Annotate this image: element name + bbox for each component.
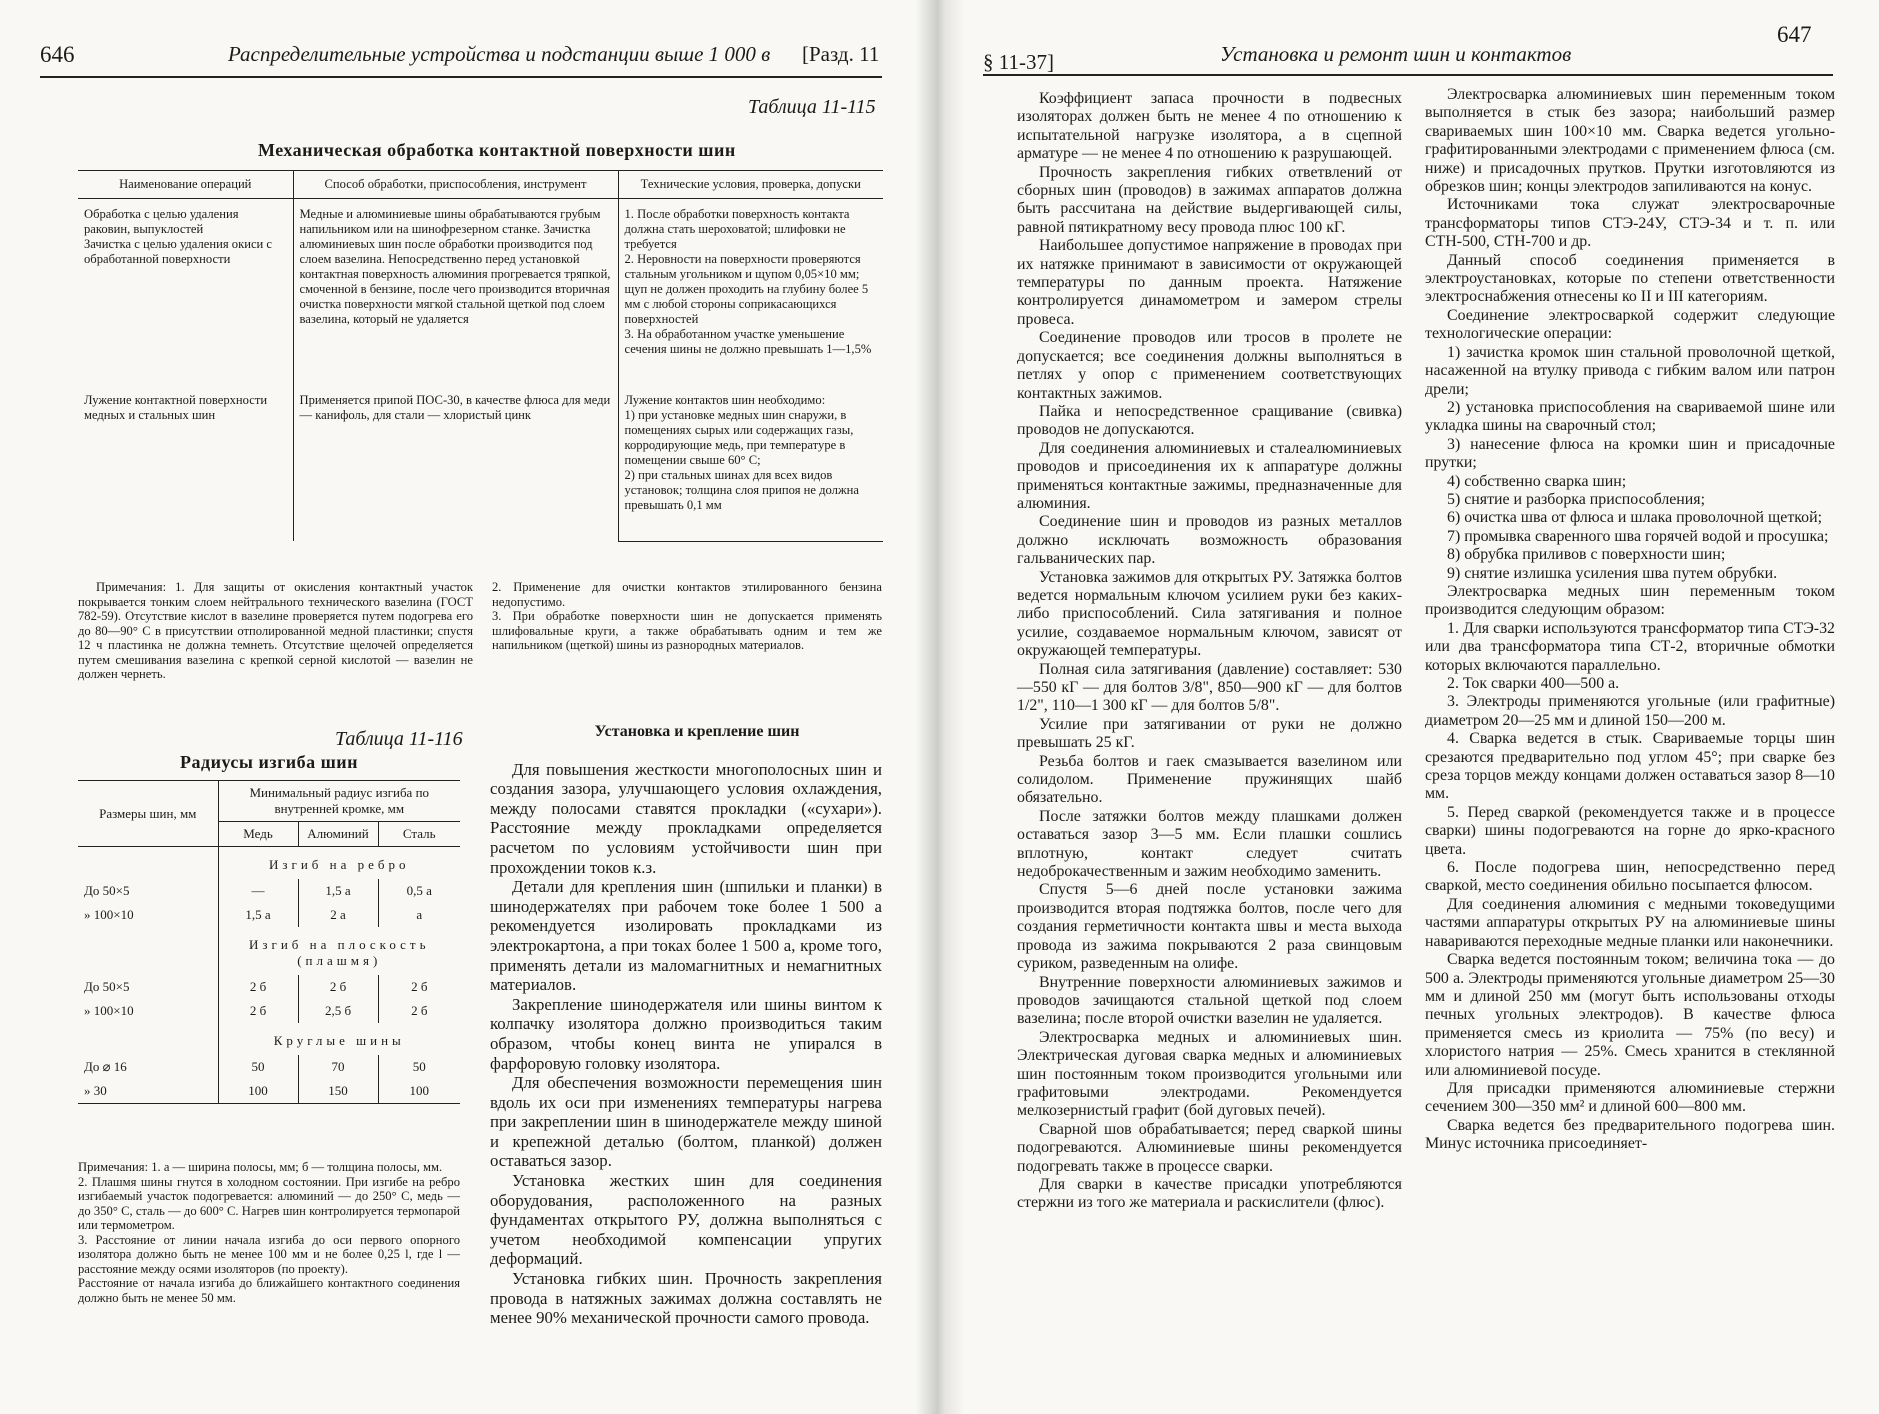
column-header: Размеры шин, мм: [78, 781, 218, 847]
cell-operation: Лужение контактной поверхности медных и стальных шин: [84, 393, 268, 422]
paragraph: 4. Сварка ведется в стык. Свариваемые торцы шин срезаются предварительно под углом 45°; при сварке без среза торцов между концами должен оставаться зазор 8—10 мм.: [1425, 730, 1835, 803]
column-header: Наименование операций: [78, 171, 293, 199]
left-page: [0, 0, 935, 1414]
cell-conditions: 1. После обработки поверхность контакта должна стать шероховатой; шлифовки не требуется 2. Неровности на поверхности проверяются стальным угольником и щупом 0,05×10 мм; щуп не должен проходить на глубину более 5 мм с любой стороны соприкасающихся поверхностей 3. На обработанном участке уменьшение сечения шины не должно превышать 1—1,5%: [618, 199, 883, 386]
paragraph: Для сварки в качестве присадки употребляются стержни из того же материала и раскислители (флюс).: [1017, 1175, 1402, 1212]
group-label: Изгиб на ребро: [268, 857, 410, 872]
table-cell: —: [218, 879, 298, 903]
table-cell: 2,5 б: [298, 999, 378, 1023]
paragraph: Данный способ соединения применяется в электроустановках, которые по степени ответственности электроснабжения отнесены ко II и III категориям.: [1425, 251, 1835, 306]
paragraph: Электросварка алюминиевых шин переменным током выполняется в стык без зазора; наибольший размер свариваемых шин 100×10 мм. Сварка ведется угольно-графитированными электродами с применением флюса (см. ниже) и присадочных прутков. Прутки изготовляются из обрезков шин; концы электродов запиливаются на конус.: [1425, 86, 1835, 196]
table-cell: » 100×10: [78, 903, 218, 927]
paragraph: 2) установка приспособления на свариваемой шине или укладка шины на сварочный стол;: [1425, 398, 1835, 435]
column-header: Медь: [218, 822, 298, 847]
paragraph: 4) собственно сварка шин;: [1447, 472, 1627, 490]
left-running-head: Распределительные устройства и подстанции выше 1 000 в: [228, 42, 771, 66]
paragraph: Соединение шин и проводов из разных металлов должно исключать возможность образования гальванических пар.: [1017, 513, 1402, 568]
header-rule: [983, 74, 1833, 76]
paragraph: 6. После подогрева шин, непосредственно перед сваркой, место соединения обильно посыпается флюсом.: [1425, 859, 1835, 895]
table-cell: 2 б: [411, 979, 428, 994]
table-row: [78, 1079, 460, 1104]
table-cell: 150: [298, 1079, 378, 1104]
table-cell: 1,5 a: [218, 903, 298, 927]
paragraph: Сварной шов обрабатывается; перед сваркой шины подогреваются. Алюминиевые шины рекомендуется подогревать также в процессе сварки.: [1017, 1120, 1402, 1175]
table-row: [78, 879, 460, 903]
left-section-ref: [Разд. 11: [802, 42, 880, 66]
left-page-number: [40, 42, 75, 68]
table-cell: 100: [218, 1079, 298, 1104]
table-cell: » 100×10: [78, 999, 218, 1023]
table-11-115-notes-col1: [78, 580, 473, 682]
paragraph: 9) снятие излишка усиления шва путем обрубки.: [1447, 564, 1778, 582]
table-cell: 646: [40, 42, 75, 67]
paragraph: Электросварка медных и алюминиевых шин. Электрическая дуговая сварка медных и алюминиевых шин постоянным током производится угольными или графитовыми электродами. Рекомендуется мелкозернистый графит (бой дуговых печей).: [1017, 1028, 1402, 1120]
table-cell: 2 б: [411, 1003, 428, 1018]
column-header: Способ обработки, приспособления, инструмент: [293, 171, 618, 199]
paragraph: 5) снятие и разборка приспособления;: [1447, 490, 1706, 508]
paragraph: Пайка и непосредственное сращивание (свивка) проводов не допускаются.: [1017, 402, 1402, 439]
table-cell: 50: [218, 1055, 298, 1079]
table-11-116-notes: Примечания: 1. a — ширина полосы, мм; б — толщина полосы, мм. 2. Плашмя шины гнутся в холодном состоянии. При изгибе на ребро изгибаемый участок подогревается: алюминий — до 250° С, медь — до 350° С, сталь — до 600° С. Нагрев шин контролируется термопарой или термометром. 3. Расстояние от линии начала изгиба до оси первого опорного изолятора должно быть не менее 100 мм и не более 0,25 l, где l — расстояние между осями изоляторов (по проекту). Расстояние от начала изгиба до ближайшего контактного соединения должно быть не менее 50 мм.: [78, 1160, 460, 1305]
table-11-115-notes-col2: 2. Применение для очистки контактов этилированного бензина недопустимо. 3. При обработке поверхности шин не допускается применять шлифовальные круги, а также обрабатывать одним и тем же напильником (щеткой) шины из разнородных материалов.: [492, 580, 882, 652]
table-11-115: [78, 170, 883, 542]
table-cell: 50: [412, 1059, 426, 1074]
paragraph: Установка жестких шин для соединения оборудования, расположенного на разных фундаментах открытого РУ, должна выполняться с учетом необходимой компенсации упругих деформаций.: [490, 1171, 882, 1269]
paragraph: Соединение электросваркой содержит следующие технологические операции:: [1425, 306, 1835, 343]
table-row: [78, 385, 883, 541]
paragraph: Наибольшее допустимое напряжение в проводах при их натяжке принимают в зависимости от окружающей температуры по данным проекта. Натяжение контролируется динамометром и замером стрелы провеса.: [1017, 237, 1402, 328]
table-cell: 2 б: [298, 975, 378, 999]
paragraph: 6) очистка шва от флюса и шлака проволочной щеткой;: [1447, 509, 1823, 527]
cell-method: Применяется припой ПОС-30, в качестве флюса для меди — канифоль, для стали — хлористый цинк: [293, 385, 618, 541]
right-page-number: [1777, 22, 1812, 48]
table-row: [78, 199, 883, 386]
table-cell: 2 a: [298, 903, 378, 927]
table-row: [78, 999, 460, 1023]
paragraph: 7) промывка сваренного шва горячей водой и просушка;: [1447, 527, 1829, 545]
right-running-head: Установка и ремонт шин и контактов: [1220, 42, 1572, 66]
paragraph: Сварка ведется без предварительного подогрева шин. Минус источника присоединяет-: [1425, 1116, 1835, 1153]
paragraph: 1. Для сварки используются трансформатор типа СТЭ-32 или два трансформатора типа СТ-2, вторичные обмотки которых включаются параллельно.: [1425, 619, 1835, 674]
right-column-2: [1425, 86, 1835, 1154]
paragraph: Для повышения жесткости многополосных шин и создания зазора, улучшающего условия охлаждения, между полосами ставятся прокладки («сухари»). Расстояние между прокладками определяется расчетом по условиям устойчивости шин при прохождении токов к.з.: [490, 759, 882, 877]
column-header: Минимальный радиус изгиба по внутренней кромке, мм: [218, 781, 460, 822]
right-page: [935, 0, 1879, 1414]
column-header: Алюминий: [298, 822, 378, 847]
table-header-row: [78, 171, 883, 199]
column-header: Технические условия, проверка, допуски: [618, 171, 883, 199]
table-11-115-title: Механическая обработка контактной поверхности шин: [258, 140, 736, 160]
paragraph: 3) нанесение флюса на кромки шин и присадочные прутки;: [1425, 435, 1835, 472]
group-label: Круглые шины: [273, 1033, 405, 1048]
table-11-116-title: Радиусы изгиба шин: [180, 752, 359, 772]
paragraph: Источниками тока служат электросварочные трансформаторы типов СТЭ-24У, СТЭ-34 и т. п. или СТН-500, СТН-700 и др.: [1425, 196, 1835, 251]
paragraph: Соединение проводов или тросов в пролете не допускается; все соединения должны выполняться в петлях у опор с применением соответствующих контактных зажимов.: [1017, 329, 1402, 402]
paragraph: Внутренние поверхности алюминиевых зажимов и проводов зачищаются стальной щеткой под слоем вазелина; после второй очистки вазелин не удаляется.: [1017, 973, 1402, 1028]
paragraph: Для обеспечения возможности перемещения шин вдоль их оси при изменениях температуры нагрева при закреплении шин в шинодержателе между шиной и крепежной деталью (болтом, планкой) должен оставаться зазор.: [490, 1073, 882, 1171]
table-cell: 1,5 a: [298, 879, 378, 903]
table-row: [78, 903, 460, 927]
paragraph: Прочность закрепления гибких ответвлений от сборных шин (проводов) в зажимах аппаратов должна быть рассчитана на действие выдергивающей силы, равной пятикратному весу провода плюс 100 кГ.: [1017, 163, 1402, 236]
table-cell: До 50×5: [78, 879, 218, 903]
paragraph: Резьба болтов и гаек смазывается вазелином или солидолом. Применение пружинящих шайб обязательно.: [1017, 752, 1402, 807]
paragraph: 1) зачистка кромок шин стальной проволочной щеткой, насаженной на втулку привода с гибким валом или патрон дрели;: [1425, 343, 1835, 398]
paragraph: Для соединения алюминия с медными токоведущими частями аппаратуры открытых РУ на алюминиевые шины навариваются переходные медные планки или наконечники.: [1425, 895, 1835, 950]
cell-operation: Обработка с целью удаления раковин, выпуклостей Зачистка с целью удаления окиси с обработанной поверхности: [84, 207, 273, 266]
paragraph: 3. Электроды применяются угольные (или графитные) диаметром 20—25 мм и длиной 150—200 м.: [1425, 693, 1835, 729]
paragraph: 2. Ток сварки 400—500 а.: [1447, 675, 1620, 692]
paragraph: Сварка ведется постоянным током; величина тока — до 500 а. Электроды применяются угольные диаметром 25—30 мм и длиной 250 мм (могут быть использованы отходы печных угольных электродов). В качестве флюса применяется смесь из криолита — 75% (по весу) и хлористого натрия — 25%. Смесь хранится в стеклянной или алюминиевой посуде.: [1425, 951, 1835, 1079]
table-cell: a: [416, 907, 423, 922]
paragraph: Усилие при затягивании от руки не должно превышать 25 кГ.: [1017, 715, 1402, 752]
section-title: Установка и крепление шин: [594, 723, 800, 740]
left-main-column: [490, 722, 882, 1328]
paragraph: Установка гибких шин. Прочность закрепления провода в натяжных зажимах должна составлять не менее 90% механической прочности самого провода.: [490, 1269, 882, 1328]
right-section-ref: § 11-37]: [983, 50, 1054, 74]
paragraph: Полная сила затягивания (давление) составляет: 530—550 кГ — для болтов 3/8", 850—900 кГ — для болтов 1/2", 110—1 300 кГ — для болтов 5/8".: [1017, 660, 1402, 715]
paragraph: После затяжки болтов между плашками должен оставаться зазор 3—5 мм. Если плашки сошлись вплотную, контакт следует считать недоброкачественным и зажим необходимо заменить.: [1017, 807, 1402, 881]
paragraph: Для присадки применяются алюминиевые стержни сечением 300—350 мм² и длиной 600—800 мм.: [1425, 1079, 1835, 1116]
paragraph: Коэффициент запаса прочности в подвесных изоляторах должен быть не менее 4 по отношению к испытательной нагрузке изолятора, а в сцепной арматуре — не менее 4 по отношению к разрушающей.: [1017, 90, 1402, 163]
table-cell: 100: [378, 1079, 460, 1104]
paragraph: 8) обрубка приливов с поверхности шин;: [1447, 546, 1726, 564]
table-cell: 2 б: [218, 975, 298, 999]
cell-method: Медные и алюминиевые шины обрабатываются грубым напильником или на шинофрезерном станке. Зачистка алюминиевых шин после обработки производится под слоем вазелина. Непосредственно перед установкой контактная поверхность алюминия прогревается тряпкой, смоченной в бензине, после чего производится вторичная очистка поверхности мягкой стальной щеткой под слоем вазелина, который не удаляется: [293, 199, 618, 386]
paragraph: Установка зажимов для открытых РУ. Затяжка болтов ведется нормальным ключом усилием руки без каких-либо приспособлений. Сила затягивания и полное усилие, создаваемое нормальным ключом, зависят от окружающей температуры.: [1017, 568, 1402, 660]
table-11-116-caption: Таблица 11-116: [335, 728, 463, 750]
table-cell: 70: [298, 1055, 378, 1079]
paragraph: Для соединения алюминиевых и сталеалюминиевых проводов и присоединения их к аппаратуре должны применяться контактные зажимы, предназначенные для алюминия.: [1017, 439, 1402, 512]
paragraph: Примечания: 1. Для защиты от окисления контактный участок покрывается тонким слоем нейтрального технического вазелина (ГОСТ 782-59). Отсутствие кислот в вазелине проверяется путем подогрева его до 80—90° С в присутствии отполированной медной пластинки; спустя 12 ч пластинка не должна темнеть. Отсутствие щелочей определяется путем смешивания вазелина с крепкой серной кислотой — вазелин не должен чернеть.: [78, 580, 473, 681]
table-cell: 647: [1777, 22, 1812, 47]
paragraph: Закрепление шинодержателя или шины винтом к колпачку изолятора должно производиться таким образом, чтобы конец винта не упирался в фарфоровую головку изолятора.: [490, 994, 882, 1073]
table-cell: До 50×5: [78, 975, 218, 999]
paragraph: 5. Перед сваркой (рекомендуется также и в процессе сварки) шины подогреваются на горне до ярко-красного цвета.: [1425, 803, 1835, 858]
paragraph: Спустя 5—6 дней после установки зажима производится вторая подтяжка болтов, после чего для создания герметичности контакта швы и места выхода провода из зажима покрываются 2 раза свинцовым суриком, разведенным на олифе.: [1017, 881, 1402, 973]
column-header: Сталь: [378, 822, 460, 847]
table-cell: 0,5 a: [406, 883, 432, 898]
book-gutter-shadow: [915, 0, 965, 1414]
paragraph: Детали для крепления шин (шпильки и планки) в шинодержателях при рабочем токе более 1 500 а рекомендуется изолировать прокладками из электрокартона, а при токах более 1 500 а, кроме того, применять детали из маломагнитных и немагнитных материалов.: [490, 877, 882, 995]
header-rule: [40, 76, 882, 78]
right-column-1: [1017, 90, 1402, 1213]
table-row: [78, 975, 460, 999]
paragraph: Электросварка медных шин переменным током производится следующим образом:: [1425, 582, 1835, 619]
group-label: Изгиб на плоскость (плашмя): [248, 937, 430, 968]
table-cell: 2 б: [218, 999, 298, 1023]
table-row: [78, 1055, 460, 1079]
cell-conditions: Лужение контактов шин необходимо: 1) при установке медных шин снаружи, в помещениях сырых или содержащих газы, корродирующие медь, при температуре в помещении свыше 60° С; 2) при стальных шинах для всех видов установок; толщина слоя припоя не должна превышать 0,1 мм: [618, 385, 883, 541]
table-11-116: [78, 780, 460, 1104]
table-cell: До ⌀ 16: [78, 1055, 218, 1079]
table-11-115-caption: Таблица 11-115: [748, 96, 876, 118]
table-cell: » 30: [78, 1079, 218, 1104]
